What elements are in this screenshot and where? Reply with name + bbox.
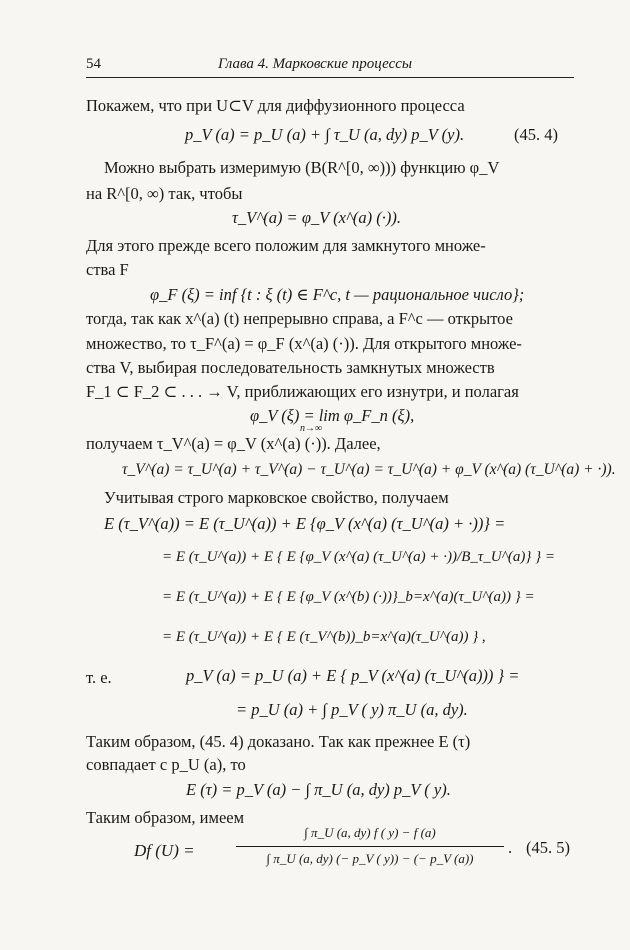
fraction-numerator: ∫ π_U (a, dy) f ( y) − f (a) [304, 825, 436, 840]
equation: E (τ) = p_V (a) − ∫ π_U (a, dy) p_V ( y). [186, 780, 451, 799]
equation: τ_V^(a) = φ_V (x^(a) (·)). [232, 208, 401, 227]
page-number: 54 [86, 56, 101, 72]
text-line: ства V, выбирая последовательность замкнутых множеств [86, 358, 495, 377]
text-line: Можно выбрать измеримую (B(R^[0, ∞))) функцию φ_V [104, 158, 500, 177]
header-rule [86, 77, 574, 78]
text-line: т. е. [86, 668, 112, 687]
text-line: F_1 ⊂ F_2 ⊂ . . . → V, приближающих его изнутри, и полагая [86, 382, 519, 401]
text-line: ства F [86, 260, 129, 279]
equation-45-4: p_V (a) = p_U (a) + ∫ τ_U (a, dy) p_V (y). [185, 125, 465, 144]
equation: E (τ_V^(a)) = E (τ_U^(a)) + E {φ_V (x^(a) (τ_U^(a) + ·))} = [104, 514, 506, 533]
equation: = E (τ_U^(a)) + E { E {φ_V (x^(b) (·))}_b=x^(a)(τ_U^(a)) } = [162, 589, 535, 605]
running-title: Глава 4. Марковские процессы [218, 56, 413, 72]
text-line: совпадает с p_U (a), то [86, 755, 246, 774]
equation-period: . [508, 838, 513, 857]
fraction-bar [236, 846, 504, 847]
text-line: Для этого прежде всего положим для замкнутого множе- [86, 236, 486, 255]
equation: p_V (a) = p_U (a) + E { p_V (x^(a) (τ_U^(a))) } = [186, 666, 520, 685]
text-line: тогда, так как x^(a) (t) непрерывно справа, а F^c — открытое [86, 309, 513, 328]
equation: φ_V (ξ) = lim φ_F_n (ξ), [250, 406, 415, 425]
equation: τ_V^(a) = τ_U^(a) + τ_V^(a) − τ_U^(a) = τ_U^(a) + φ_V (x^(a) (τ_U^(a) + ·)). [122, 461, 616, 478]
equation-45-5-lhs: Df (U) = [134, 841, 195, 860]
text-line: Учитывая строго марковское свойство, получаем [104, 488, 449, 507]
text-line: Таким образом, (45. 4) доказано. Так как прежнее E (τ) [86, 732, 471, 751]
equation-number: (45. 5) [526, 838, 570, 857]
equation: = E (τ_U^(a)) + E { E (τ_V^(b))_b=x^(a)(τ_U^(a)) } , [162, 629, 486, 645]
text-line: на R^[0, ∞) так, чтобы [86, 184, 243, 203]
equation: φ_F (ξ) = inf {t : ξ (t) ∈ F^c, t — рациональное число}; [150, 285, 525, 304]
limit-subscript: n→∞ [300, 423, 323, 434]
fraction-denominator: ∫ π_U (a, dy) (− p_V ( y)) − (− p_V (a)) [266, 851, 474, 866]
equation: = E (τ_U^(a)) + E { E {φ_V (x^(a) (τ_U^(a) + ·))/B_τ_U^(a)} } = [162, 549, 555, 565]
text-line: Таким образом, имеем [86, 808, 245, 827]
text-line: множество, то τ_F^(a) = φ_F (x^(a) (·)). Для открытого множе- [86, 334, 522, 353]
equation-number: (45. 4) [514, 125, 558, 144]
text-line: получаем τ_V^(a) = φ_V (x^(a) (·)). Далее, [86, 434, 381, 453]
text-line: Покажем, что при U⊂V для диффузионного процесса [86, 96, 465, 115]
equation: = p_U (a) + ∫ p_V ( y) π_U (a, dy). [236, 700, 468, 719]
